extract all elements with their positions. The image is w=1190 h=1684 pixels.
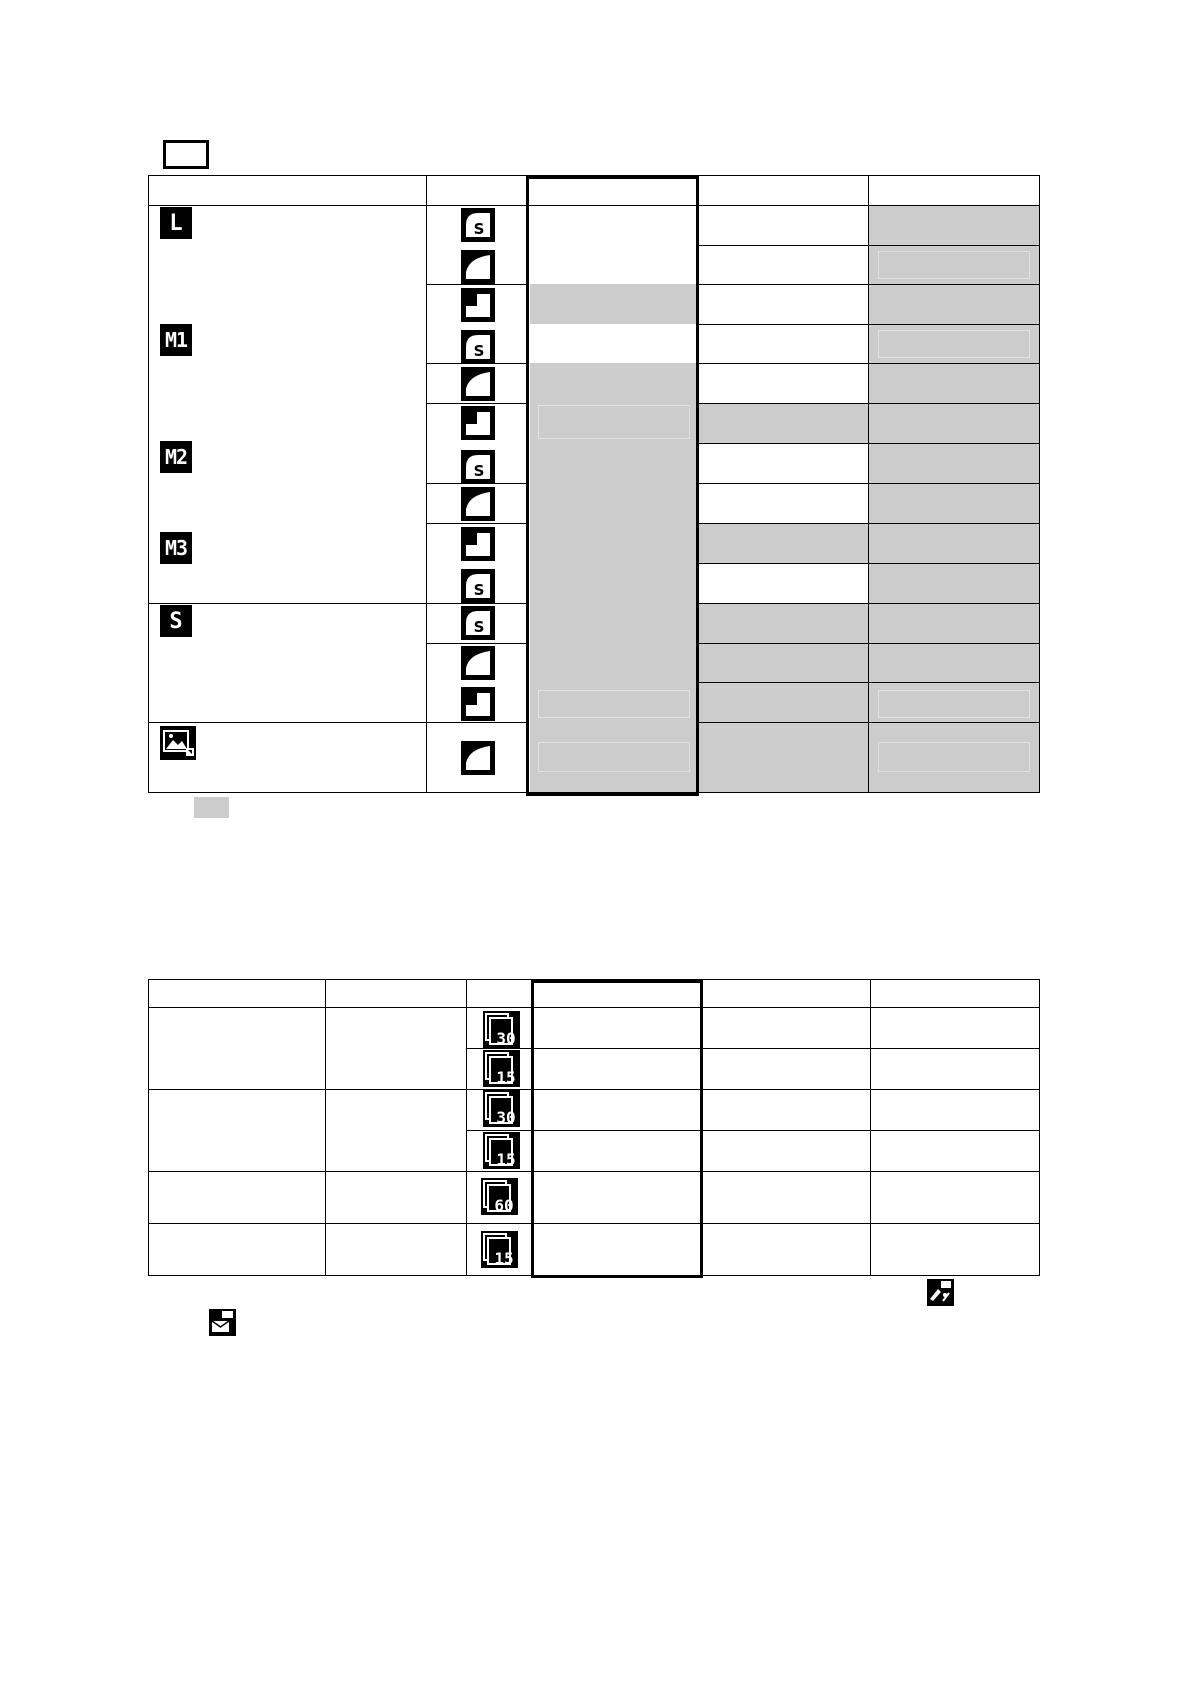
fine-icon xyxy=(461,646,495,680)
superfine-icon xyxy=(461,330,495,364)
sub-cell xyxy=(878,690,1030,718)
movie-15fps-icon xyxy=(481,1231,518,1268)
svg-text:60: 60 xyxy=(494,1196,514,1215)
svg-text:15: 15 xyxy=(494,1249,514,1268)
fine-icon xyxy=(461,250,495,284)
svg-text:15: 15 xyxy=(496,1068,516,1087)
fine-icon xyxy=(461,741,495,775)
superfine-icon xyxy=(461,606,495,640)
svg-text:S: S xyxy=(473,581,485,599)
shade-col4-r8 xyxy=(698,523,868,563)
normal-icon xyxy=(461,406,495,440)
superfine-icon xyxy=(461,450,495,484)
movie-60fps-icon xyxy=(481,1178,518,1215)
size-m2-icon: M2 xyxy=(160,441,192,473)
movie-30fps-icon xyxy=(483,1011,520,1048)
my-colors-stitch-icon xyxy=(927,1279,954,1306)
fine-icon xyxy=(461,487,495,521)
normal-icon xyxy=(461,527,495,561)
movie-highlight-column xyxy=(531,980,703,1278)
movie-15fps-icon xyxy=(483,1050,520,1087)
normal-icon xyxy=(461,288,495,322)
wide-image-icon xyxy=(160,726,196,760)
movie-30fps-icon xyxy=(483,1090,520,1127)
superfine-icon xyxy=(461,208,495,242)
svg-text:S: S xyxy=(473,342,485,360)
size-l-icon: L xyxy=(160,207,192,239)
shade-col4-r10 xyxy=(698,603,868,793)
svg-text:S: S xyxy=(473,220,485,238)
normal-icon xyxy=(461,687,495,721)
sub-cell xyxy=(878,742,1030,772)
size-m3-icon: M3 xyxy=(160,532,192,564)
movie-15fps-icon xyxy=(483,1132,520,1169)
svg-text:S: S xyxy=(473,462,485,480)
email-mode-icon xyxy=(209,1309,236,1336)
header-legend-box xyxy=(163,140,209,169)
svg-text:30: 30 xyxy=(496,1029,516,1048)
superfine-icon xyxy=(461,569,495,603)
shade-legend-swatch xyxy=(194,797,229,818)
sub-cell xyxy=(878,251,1030,279)
svg-text:30: 30 xyxy=(496,1108,516,1127)
size-s-icon: S xyxy=(160,605,192,637)
svg-text:15: 15 xyxy=(496,1150,516,1169)
fine-icon xyxy=(461,367,495,401)
sub-cell xyxy=(878,330,1030,358)
svg-text:S: S xyxy=(473,618,485,636)
highlight-column xyxy=(526,176,699,796)
shade-col4-r5 xyxy=(698,403,868,443)
size-m1-icon: M1 xyxy=(160,324,192,356)
